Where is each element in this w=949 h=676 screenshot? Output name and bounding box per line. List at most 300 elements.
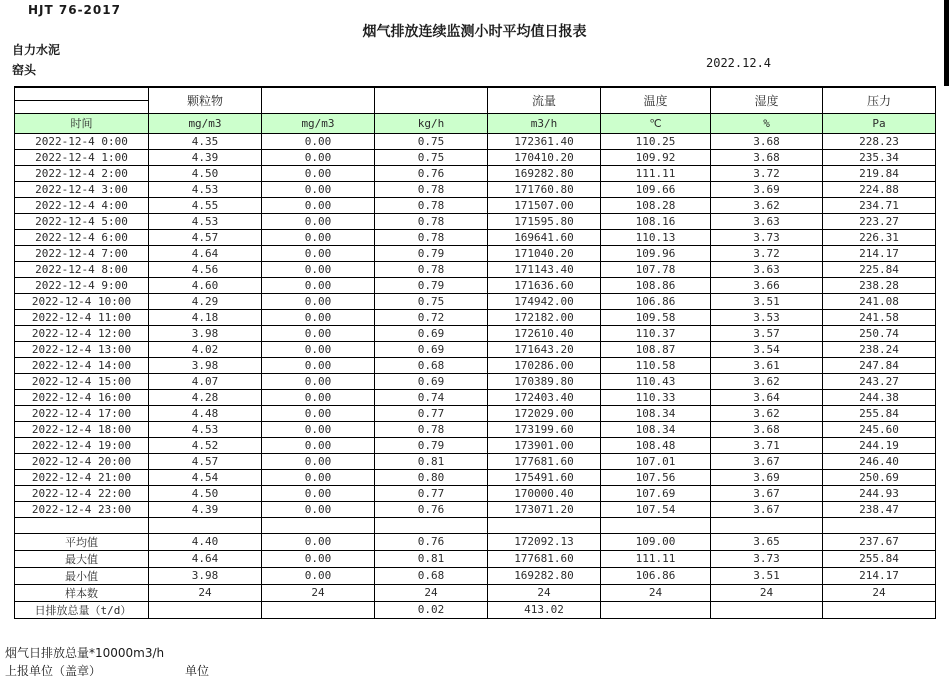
value-cell: 3.69 [711, 181, 823, 197]
time-column-header: 时间 [15, 113, 149, 133]
value-cell: 171643.20 [488, 341, 601, 357]
table-row [15, 261, 936, 277]
value-cell: 0.79 [375, 277, 488, 293]
separator-cell [488, 517, 601, 533]
value-cell: 3.68 [711, 421, 823, 437]
value-cell: 3.69 [711, 469, 823, 485]
header-row-1 [15, 87, 936, 100]
value-cell: 3.63 [711, 261, 823, 277]
value-cell: 110.13 [601, 229, 711, 245]
table-row [15, 309, 936, 325]
value-cell: 0.69 [375, 373, 488, 389]
value-cell: 228.23 [823, 133, 936, 149]
table-row [15, 405, 936, 421]
summary-label: 样本数 [15, 584, 149, 601]
value-cell: 107.78 [601, 261, 711, 277]
value-cell: 3.66 [711, 277, 823, 293]
summary-value: 214.17 [823, 567, 936, 584]
time-cell: 2022-12-4 1:00 [15, 149, 149, 165]
value-cell: 4.64 [149, 245, 262, 261]
unit-header: % [711, 113, 823, 133]
table-row [15, 501, 936, 517]
value-cell: 247.84 [823, 357, 936, 373]
value-cell: 172403.40 [488, 389, 601, 405]
summary-value: 24 [823, 584, 936, 601]
table-header [15, 87, 936, 133]
time-cell: 2022-12-4 3:00 [15, 181, 149, 197]
value-cell: 173901.00 [488, 437, 601, 453]
summary-value: 24 [488, 584, 601, 601]
value-cell: 0.75 [375, 293, 488, 309]
summary-value: 106.86 [601, 567, 711, 584]
summary-row [15, 601, 936, 618]
value-cell: 0.76 [375, 165, 488, 181]
unit-header: Pa [823, 113, 936, 133]
time-cell: 2022-12-4 18:00 [15, 421, 149, 437]
time-cell: 2022-12-4 11:00 [15, 309, 149, 325]
report-unit-label: 上报单位（盖章） [5, 664, 102, 676]
summary-value [262, 601, 375, 618]
value-cell: 3.53 [711, 309, 823, 325]
summary-value: 4.40 [149, 533, 262, 550]
value-cell: 0.00 [262, 357, 375, 373]
value-cell: 171040.20 [488, 245, 601, 261]
value-cell: 4.55 [149, 197, 262, 213]
summary-value: 24 [262, 584, 375, 601]
value-cell: 109.92 [601, 149, 711, 165]
value-cell: 0.00 [262, 325, 375, 341]
value-cell: 171507.00 [488, 197, 601, 213]
summary-value [601, 601, 711, 618]
summary-value: 0.76 [375, 533, 488, 550]
time-cell: 2022-12-4 21:00 [15, 469, 149, 485]
summary-value: 0.00 [262, 550, 375, 567]
summary-value: 24 [149, 584, 262, 601]
value-cell: 3.98 [149, 357, 262, 373]
value-cell: 4.53 [149, 213, 262, 229]
value-cell: 0.00 [262, 293, 375, 309]
table-row [15, 245, 936, 261]
value-cell: 109.66 [601, 181, 711, 197]
value-cell: 0.79 [375, 437, 488, 453]
table-row [15, 341, 936, 357]
summary-value [711, 601, 823, 618]
value-cell: 246.40 [823, 453, 936, 469]
time-cell: 2022-12-4 15:00 [15, 373, 149, 389]
value-cell: 173071.20 [488, 501, 601, 517]
table-body [15, 133, 936, 618]
time-cell: 2022-12-4 14:00 [15, 357, 149, 373]
time-cell: 2022-12-4 23:00 [15, 501, 149, 517]
value-cell: 0.00 [262, 485, 375, 501]
value-cell: 0.00 [262, 389, 375, 405]
unit-header: mg/m3 [262, 113, 375, 133]
standard-code: HJT 76-2017 [28, 3, 121, 17]
value-cell: 4.60 [149, 277, 262, 293]
value-cell: 4.57 [149, 229, 262, 245]
value-cell: 107.69 [601, 485, 711, 501]
value-cell: 172361.40 [488, 133, 601, 149]
value-cell: 250.74 [823, 325, 936, 341]
separator-cell [15, 517, 149, 533]
value-cell: 170286.00 [488, 357, 601, 373]
value-cell: 0.00 [262, 149, 375, 165]
table-row [15, 197, 936, 213]
value-cell: 0.00 [262, 453, 375, 469]
value-cell: 0.77 [375, 485, 488, 501]
value-cell: 0.80 [375, 469, 488, 485]
unit-label: 单位 [185, 664, 210, 676]
value-cell: 0.00 [262, 261, 375, 277]
value-cell: 225.84 [823, 261, 936, 277]
summary-row [15, 533, 936, 550]
value-cell: 0.78 [375, 261, 488, 277]
value-cell: 0.78 [375, 181, 488, 197]
value-cell: 0.79 [375, 245, 488, 261]
summary-value: 24 [711, 584, 823, 601]
value-cell: 0.00 [262, 133, 375, 149]
value-cell: 3.54 [711, 341, 823, 357]
value-cell: 4.54 [149, 469, 262, 485]
separator-cell [823, 517, 936, 533]
value-cell: 0.81 [375, 453, 488, 469]
summary-value [149, 601, 262, 618]
value-cell: 171595.80 [488, 213, 601, 229]
value-cell: 0.75 [375, 149, 488, 165]
value-cell: 110.25 [601, 133, 711, 149]
value-cell: 0.78 [375, 197, 488, 213]
value-cell: 172610.40 [488, 325, 601, 341]
value-cell: 0.00 [262, 197, 375, 213]
table-row [15, 357, 936, 373]
value-cell: 0.69 [375, 325, 488, 341]
time-cell: 2022-12-4 19:00 [15, 437, 149, 453]
value-cell: 238.47 [823, 501, 936, 517]
report-table [14, 86, 936, 619]
summary-value: 3.65 [711, 533, 823, 550]
group-header: 温度 [601, 87, 711, 113]
table-row [15, 213, 936, 229]
value-cell: 171143.40 [488, 261, 601, 277]
summary-value: 172092.13 [488, 533, 601, 550]
value-cell: 3.63 [711, 213, 823, 229]
value-cell: 4.50 [149, 485, 262, 501]
unit-header: mg/m3 [149, 113, 262, 133]
table-row [15, 181, 936, 197]
value-cell: 108.28 [601, 197, 711, 213]
value-cell: 3.62 [711, 197, 823, 213]
value-cell: 238.28 [823, 277, 936, 293]
summary-label: 平均值 [15, 533, 149, 550]
time-cell: 2022-12-4 17:00 [15, 405, 149, 421]
value-cell: 111.11 [601, 165, 711, 181]
summary-value: 3.73 [711, 550, 823, 567]
time-cell: 2022-12-4 10:00 [15, 293, 149, 309]
value-cell: 0.00 [262, 421, 375, 437]
group-header [375, 87, 488, 113]
summary-value: 169282.80 [488, 567, 601, 584]
value-cell: 0.76 [375, 501, 488, 517]
value-cell: 109.58 [601, 309, 711, 325]
value-cell: 3.57 [711, 325, 823, 341]
summary-value: 177681.60 [488, 550, 601, 567]
value-cell: 107.01 [601, 453, 711, 469]
value-cell: 244.93 [823, 485, 936, 501]
value-cell: 172182.00 [488, 309, 601, 325]
header-blank-cell [15, 87, 149, 100]
footer-row [5, 662, 210, 676]
time-cell: 2022-12-4 7:00 [15, 245, 149, 261]
value-cell: 4.28 [149, 389, 262, 405]
value-cell: 170000.40 [488, 485, 601, 501]
group-header: 流量 [488, 87, 601, 113]
value-cell: 3.72 [711, 245, 823, 261]
value-cell: 4.50 [149, 165, 262, 181]
value-cell: 0.75 [375, 133, 488, 149]
value-cell: 4.53 [149, 421, 262, 437]
time-cell: 2022-12-4 5:00 [15, 213, 149, 229]
value-cell: 3.67 [711, 501, 823, 517]
value-cell: 108.34 [601, 421, 711, 437]
value-cell: 3.72 [711, 165, 823, 181]
value-cell: 241.08 [823, 293, 936, 309]
value-cell: 3.61 [711, 357, 823, 373]
separator-cell [711, 517, 823, 533]
value-cell: 172029.00 [488, 405, 601, 421]
time-cell: 2022-12-4 16:00 [15, 389, 149, 405]
summary-value: 255.84 [823, 550, 936, 567]
flow-note: 烟气日排放总量*10000m3/h [5, 646, 165, 660]
group-header: 湿度 [711, 87, 823, 113]
table-row [15, 373, 936, 389]
value-cell: 171636.60 [488, 277, 601, 293]
station-name: 窑头 [12, 63, 37, 77]
summary-label: 最大值 [15, 550, 149, 567]
value-cell: 0.00 [262, 405, 375, 421]
summary-label: 最小值 [15, 567, 149, 584]
value-cell: 4.57 [149, 453, 262, 469]
value-cell: 108.87 [601, 341, 711, 357]
header-blank-cell [15, 100, 149, 113]
value-cell: 169282.80 [488, 165, 601, 181]
value-cell: 108.34 [601, 405, 711, 421]
summary-value: 24 [375, 584, 488, 601]
table-row [15, 325, 936, 341]
value-cell: 3.62 [711, 405, 823, 421]
value-cell: 3.51 [711, 293, 823, 309]
value-cell: 3.64 [711, 389, 823, 405]
value-cell: 245.60 [823, 421, 936, 437]
value-cell: 3.67 [711, 453, 823, 469]
summary-value: 24 [601, 584, 711, 601]
value-cell: 108.16 [601, 213, 711, 229]
report-date: 2022.12.4 [706, 56, 772, 70]
group-header: 压力 [823, 87, 936, 113]
value-cell: 214.17 [823, 245, 936, 261]
value-cell: 110.43 [601, 373, 711, 389]
group-header: 颗粒物 [149, 87, 262, 113]
window-edge-bar [944, 0, 949, 86]
value-cell: 4.07 [149, 373, 262, 389]
value-cell: 4.18 [149, 309, 262, 325]
summary-value: 0.00 [262, 533, 375, 550]
value-cell: 255.84 [823, 405, 936, 421]
value-cell: 110.37 [601, 325, 711, 341]
value-cell: 4.02 [149, 341, 262, 357]
table-row [15, 229, 936, 245]
summary-value: 0.00 [262, 567, 375, 584]
value-cell: 106.86 [601, 293, 711, 309]
value-cell: 0.00 [262, 341, 375, 357]
value-cell: 170389.80 [488, 373, 601, 389]
value-cell: 0.78 [375, 229, 488, 245]
value-cell: 0.00 [262, 309, 375, 325]
value-cell: 4.52 [149, 437, 262, 453]
value-cell: 171760.80 [488, 181, 601, 197]
value-cell: 0.77 [375, 405, 488, 421]
unit-header-row [15, 113, 936, 133]
value-cell: 243.27 [823, 373, 936, 389]
separator-cell [375, 517, 488, 533]
value-cell: 3.73 [711, 229, 823, 245]
table-row [15, 421, 936, 437]
value-cell: 4.35 [149, 133, 262, 149]
value-cell: 3.71 [711, 437, 823, 453]
summary-value: 3.98 [149, 567, 262, 584]
value-cell: 224.88 [823, 181, 936, 197]
value-cell: 108.48 [601, 437, 711, 453]
value-cell: 109.96 [601, 245, 711, 261]
table-row [15, 485, 936, 501]
unit-header: m3/h [488, 113, 601, 133]
value-cell: 3.67 [711, 485, 823, 501]
value-cell: 234.71 [823, 197, 936, 213]
value-cell: 110.33 [601, 389, 711, 405]
time-cell: 2022-12-4 4:00 [15, 197, 149, 213]
value-cell: 4.39 [149, 501, 262, 517]
value-cell: 4.39 [149, 149, 262, 165]
value-cell: 0.68 [375, 357, 488, 373]
summary-row [15, 567, 936, 584]
summary-value: 413.02 [488, 601, 601, 618]
value-cell: 0.00 [262, 277, 375, 293]
value-cell: 244.38 [823, 389, 936, 405]
value-cell: 0.00 [262, 229, 375, 245]
summary-row [15, 584, 936, 601]
value-cell: 107.56 [601, 469, 711, 485]
separator-cell [262, 517, 375, 533]
value-cell: 223.27 [823, 213, 936, 229]
value-cell: 170410.20 [488, 149, 601, 165]
summary-label: 日排放总量（t/d） [15, 601, 149, 618]
table-row [15, 149, 936, 165]
value-cell: 226.31 [823, 229, 936, 245]
time-cell: 2022-12-4 6:00 [15, 229, 149, 245]
value-cell: 169641.60 [488, 229, 601, 245]
summary-value: 3.51 [711, 567, 823, 584]
value-cell: 235.34 [823, 149, 936, 165]
table-row [15, 469, 936, 485]
value-cell: 174942.00 [488, 293, 601, 309]
page-title: 烟气排放连续监测小时平均值日报表 [362, 24, 587, 40]
value-cell: 3.62 [711, 373, 823, 389]
value-cell: 177681.60 [488, 453, 601, 469]
summary-value: 111.11 [601, 550, 711, 567]
table-row [15, 293, 936, 309]
summary-row [15, 550, 936, 567]
separator-row [15, 517, 936, 533]
value-cell: 4.56 [149, 261, 262, 277]
time-cell: 2022-12-4 9:00 [15, 277, 149, 293]
time-cell: 2022-12-4 8:00 [15, 261, 149, 277]
value-cell: 0.00 [262, 181, 375, 197]
value-cell: 3.98 [149, 325, 262, 341]
value-cell: 0.00 [262, 213, 375, 229]
value-cell: 173199.60 [488, 421, 601, 437]
value-cell: 0.00 [262, 469, 375, 485]
table-row [15, 277, 936, 293]
value-cell: 0.00 [262, 373, 375, 389]
value-cell: 107.54 [601, 501, 711, 517]
value-cell: 244.19 [823, 437, 936, 453]
table-row [15, 165, 936, 181]
summary-value: 237.67 [823, 533, 936, 550]
value-cell: 3.68 [711, 133, 823, 149]
company-name: 自力水泥 [12, 43, 61, 57]
summary-value: 109.00 [601, 533, 711, 550]
value-cell: 250.69 [823, 469, 936, 485]
time-cell: 2022-12-4 2:00 [15, 165, 149, 181]
time-cell: 2022-12-4 0:00 [15, 133, 149, 149]
value-cell: 0.74 [375, 389, 488, 405]
summary-value [823, 601, 936, 618]
value-cell: 4.29 [149, 293, 262, 309]
summary-value: 4.64 [149, 550, 262, 567]
value-cell: 4.53 [149, 181, 262, 197]
value-cell: 238.24 [823, 341, 936, 357]
time-cell: 2022-12-4 22:00 [15, 485, 149, 501]
value-cell: 175491.60 [488, 469, 601, 485]
separator-cell [601, 517, 711, 533]
time-cell: 2022-12-4 20:00 [15, 453, 149, 469]
separator-cell [149, 517, 262, 533]
value-cell: 241.58 [823, 309, 936, 325]
group-header [262, 87, 375, 113]
value-cell: 0.72 [375, 309, 488, 325]
table-row [15, 453, 936, 469]
value-cell: 0.78 [375, 213, 488, 229]
unit-header: ℃ [601, 113, 711, 133]
value-cell: 3.68 [711, 149, 823, 165]
table-row [15, 437, 936, 453]
time-cell: 2022-12-4 13:00 [15, 341, 149, 357]
value-cell: 0.00 [262, 245, 375, 261]
value-cell: 0.69 [375, 341, 488, 357]
summary-value: 0.68 [375, 567, 488, 584]
table-row [15, 133, 936, 149]
summary-value: 0.02 [375, 601, 488, 618]
value-cell: 219.84 [823, 165, 936, 181]
time-cell: 2022-12-4 12:00 [15, 325, 149, 341]
value-cell: 110.58 [601, 357, 711, 373]
summary-value: 0.81 [375, 550, 488, 567]
value-cell: 0.00 [262, 437, 375, 453]
unit-header: kg/h [375, 113, 488, 133]
value-cell: 4.48 [149, 405, 262, 421]
table-row [15, 389, 936, 405]
value-cell: 0.00 [262, 501, 375, 517]
value-cell: 108.86 [601, 277, 711, 293]
